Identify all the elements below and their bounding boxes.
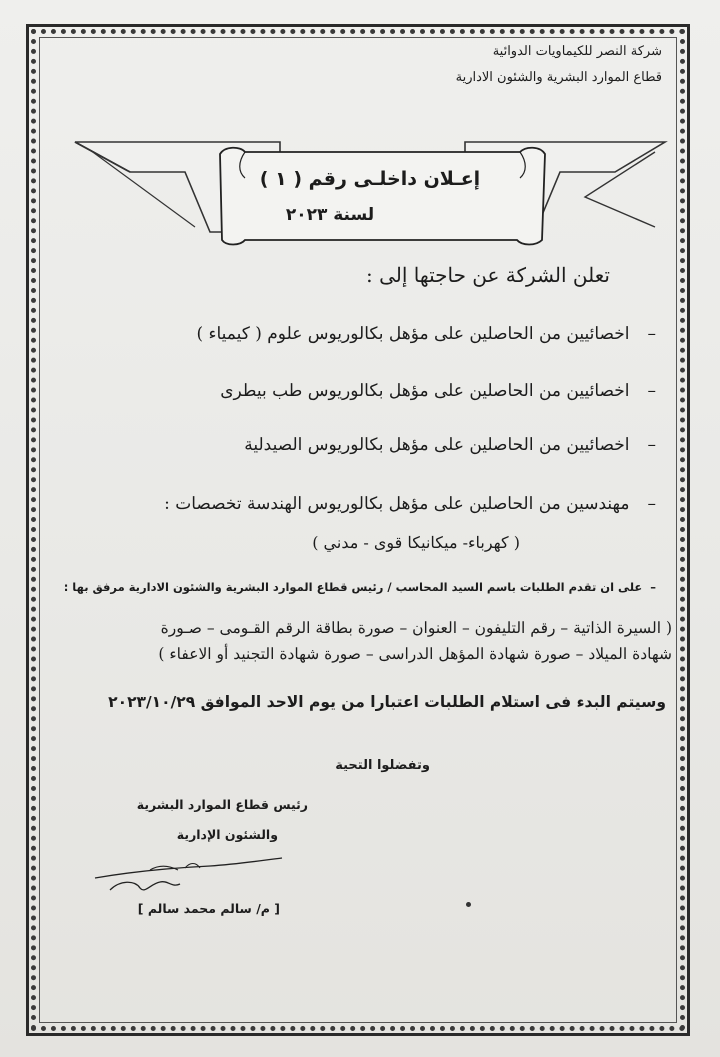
company-name: شركة النصر للكيماويات الدوائية xyxy=(492,44,662,59)
ribbon-banner-graphic xyxy=(70,132,670,252)
sector-name: قطاع الموارد البشرية والشئون الادارية xyxy=(455,70,662,85)
list-item-text: اخصائيين من الحاصلين على مؤهل بكالوريوس الصيدلية xyxy=(244,435,630,455)
list-item: –اخصائيين من الحاصلين على مؤهل بكالوريوس طب بيطرى xyxy=(220,381,656,401)
list-item-text: مهندسين من الحاصلين على مؤهل بكالوريوس الهندسة تخصصات : xyxy=(164,494,630,514)
list-item: –اخصائيين من الحاصلين على مؤهل بكالوريوس علوم ( كيمياء ) xyxy=(196,324,656,344)
handwritten-signature xyxy=(90,850,290,900)
greeting: وتفضلوا التحية xyxy=(335,758,430,773)
signatory-title-line-1: رئيس قطاع الموارد البشرية xyxy=(136,797,308,812)
intro-text: تعلن الشركة عن حاجتها إلى : xyxy=(365,263,610,287)
engineering-specialties: ( كهرباء- ميكانيكا قوى - مدني ) xyxy=(312,533,520,552)
signatory-title-line-2: والشئون الإدارية xyxy=(176,827,278,842)
announcement-title: إعـلان داخلـى رقم ( ١ ) xyxy=(259,168,481,190)
ink-dot xyxy=(466,902,471,907)
start-date-notice: وسيتم البدء فى استلام الطلبات اعتبارا من يوم الاحد الموافق ٢٠٢٣/١٠/٢٩ xyxy=(108,693,666,711)
application-note-text: على ان تقدم الطلبات باسم السيد المحاسب / رئيس قطاع الموارد البشرية والشئون الادارية مرفق بها : xyxy=(63,580,643,594)
required-documents-line-2: شهادة الميلاد – صورة شهادة المؤهل الدراسى – صورة شهادة التجنيد أو الاعفاء ) xyxy=(158,645,672,663)
required-documents-line-1: ( السيرة الذاتية – رقم التليفون – العنوان – صورة بطاقة الرقم القـومى – صـورة xyxy=(160,619,672,637)
list-item-text: اخصائيين من الحاصلين على مؤهل بكالوريوس طب بيطرى xyxy=(220,381,630,401)
signatory-name: [ م/ سالم محمد سالم ] xyxy=(137,901,280,916)
announcement-year: لسنة ٢٠٢٣ xyxy=(285,205,375,225)
list-item-text: اخصائيين من الحاصلين على مؤهل بكالوريوس علوم ( كيمياء ) xyxy=(196,324,630,344)
list-item: –مهندسين من الحاصلين على مؤهل بكالوريوس الهندسة تخصصات : xyxy=(164,494,656,514)
list-item: –اخصائيين من الحاصلين على مؤهل بكالوريوس الصيدلية xyxy=(244,435,656,455)
application-note: –على ان تقدم الطلبات باسم السيد المحاسب / رئيس قطاع الموارد البشرية والشئون الادارية مرفق بها : xyxy=(63,580,656,594)
